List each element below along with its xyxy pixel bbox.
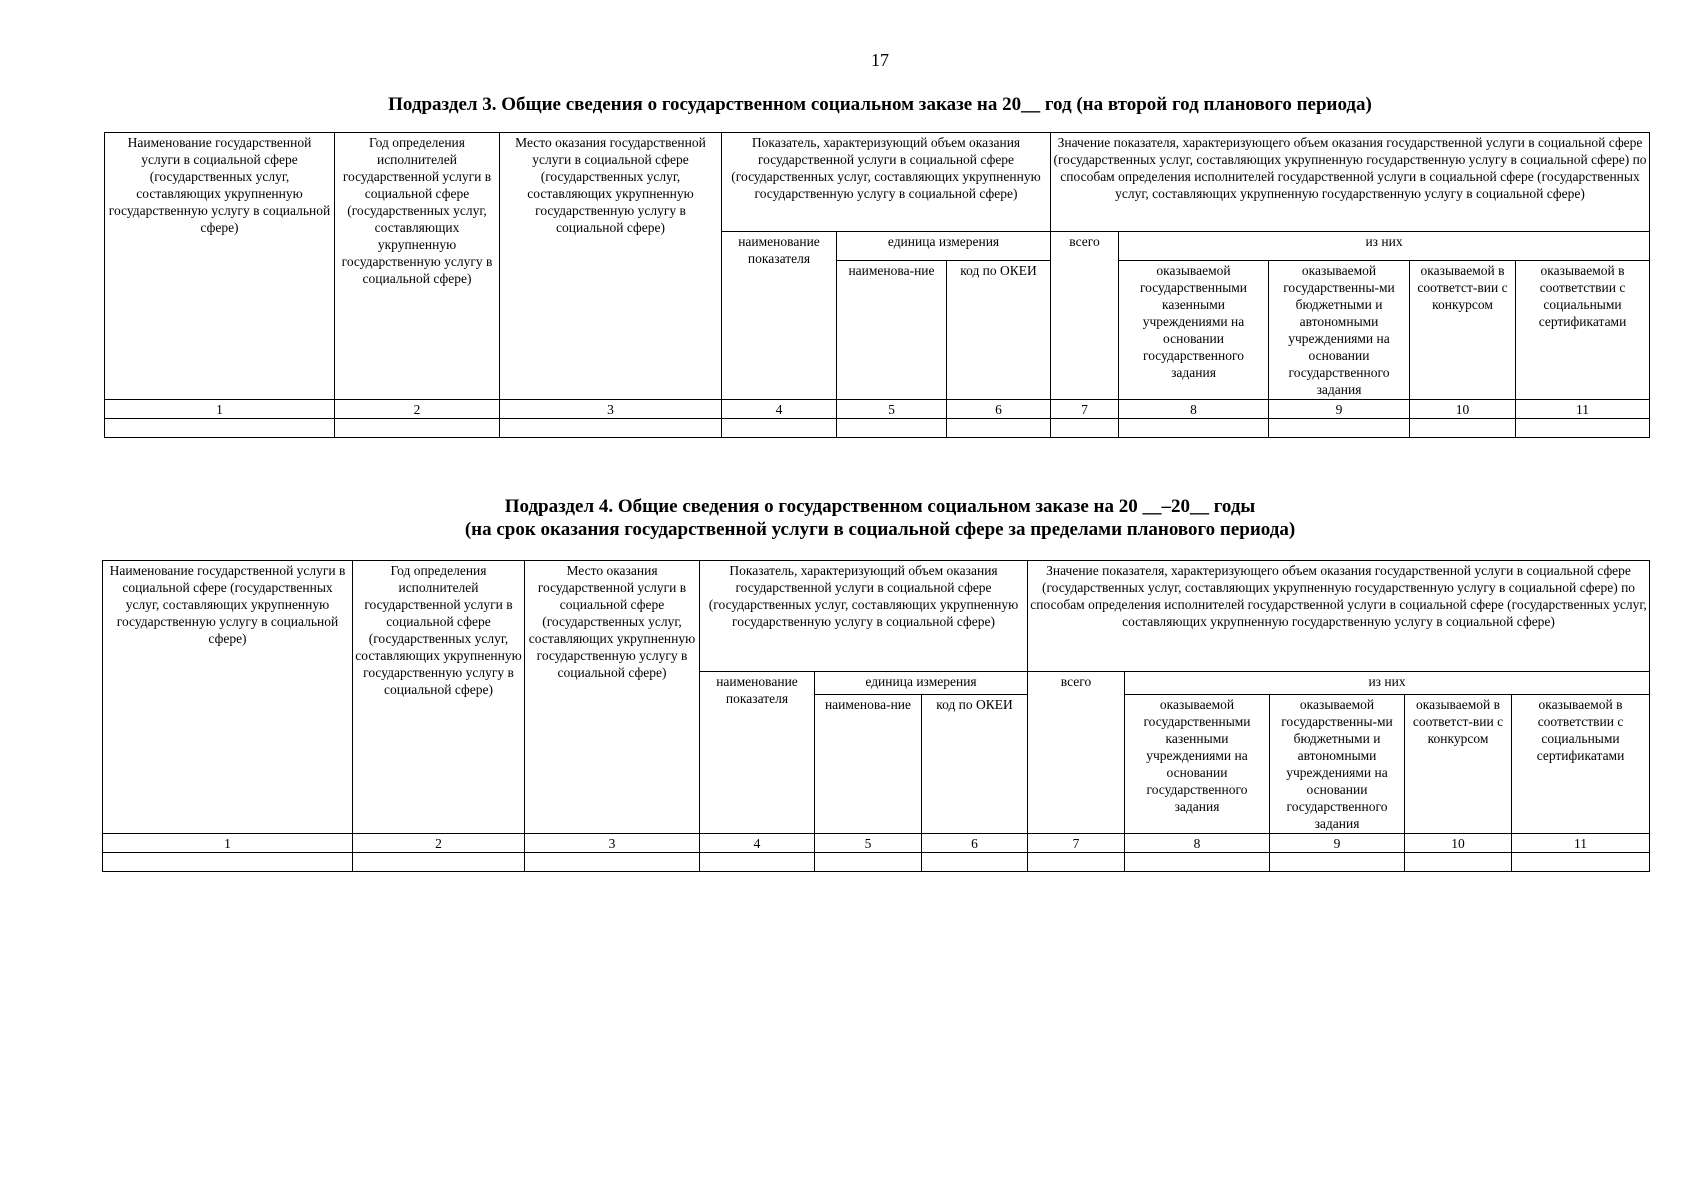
header-service-name: Наименование государственной услуги в социальной сфере (государственных услуг, составляющих укрупненную государственную услугу в социальной сфере) [103, 561, 353, 834]
empty-cell [1405, 853, 1512, 872]
column-number: 4 [700, 834, 815, 853]
header-col-11: оказываемой в соответствии с социальными сертификатами [1512, 695, 1650, 834]
header-year: Год определения исполнителей государственной услуги в социальной сфере (государственных услуг, составляющих укрупненную государственную услугу в социальной сфере) [353, 561, 525, 834]
header-indicator-name: наименование показателя [722, 232, 837, 400]
header-value: Значение показателя, характеризующего объем оказания государственной услуги в социальной сфере (государственных услуг, составляющих укрупненную государственную услугу в социальной сфере) по способам определения исполнителей государственной услуги в социальной сфере (государственных услуг, составляющих укрупненную государственную услугу в социальной сфере) [1028, 561, 1650, 672]
column-number: 6 [922, 834, 1028, 853]
column-number: 2 [353, 834, 525, 853]
section-4-title-line-1: Подраздел 4. Общие сведения о государственном социальном заказе на 20 __–20__ годы [504, 496, 1256, 517]
empty-cell [1125, 853, 1270, 872]
column-number: 4 [722, 400, 837, 419]
header-indicator-name: наименование показателя [700, 672, 815, 834]
empty-data-row [105, 419, 1650, 438]
header-unit-name: наименова-ние [815, 695, 922, 834]
header-of-which: из них [1125, 672, 1650, 695]
empty-cell [353, 853, 525, 872]
header-total: всего [1051, 232, 1119, 400]
header-col-11: оказываемой в соответствии с социальными сертификатами [1516, 261, 1650, 400]
column-number: 8 [1125, 834, 1270, 853]
header-unit-name: наименова-ние [837, 261, 947, 400]
header-place: Место оказания государственной услуги в социальной сфере (государственных услуг, составляющих укрупненную государственную услугу в социальной сфере) [525, 561, 700, 834]
header-value: Значение показателя, характеризующего объем оказания государственной услуги в социальной сфере (государственных услуг, составляющих укрупненную государственную услугу в социальной сфере) по способам определения исполнителей государственной услуги в социальной сфере (государственных услуг, составляющих укрупненную государственную услугу в социальной сфере) [1051, 133, 1650, 232]
header-indicator: Показатель, характеризующий объем оказания государственной услуги в социальной сфере (государственных услуг, составляющих укрупненную государственную услугу в социальной сфере) [722, 133, 1051, 232]
empty-cell [815, 853, 922, 872]
empty-cell [105, 419, 335, 438]
empty-cell [1119, 419, 1269, 438]
header-service-name: Наименование государственной услуги в социальной сфере (государственных услуг, составляющих укрупненную государственную услугу в социальной сфере) [105, 133, 335, 400]
header-row [103, 561, 1650, 672]
header-col-10: оказываемой в соответст-вии с конкурсом [1410, 261, 1516, 400]
section-4-table [102, 560, 1650, 872]
header-indicator: Показатель, характеризующий объем оказания государственной услуги в социальной сфере (государственных услуг, составляющих укрупненную государственную услугу в социальной сфере) [700, 561, 1028, 672]
empty-cell [1512, 853, 1650, 872]
empty-cell [1269, 419, 1410, 438]
column-number: 11 [1516, 400, 1650, 419]
header-row [105, 133, 1650, 232]
header-col-9: оказываемой государственны-ми бюджетными и автономными учреждениями на основании государственного задания [1270, 695, 1405, 834]
header-col-8: оказываемой государственными казенными учреждениями на основании государственного задания [1119, 261, 1269, 400]
column-number: 8 [1119, 400, 1269, 419]
empty-data-row [103, 853, 1650, 872]
header-unit-code: код по ОКЕИ [922, 695, 1028, 834]
empty-cell [700, 853, 815, 872]
empty-cell [1410, 419, 1516, 438]
column-number: 3 [500, 400, 722, 419]
column-number: 9 [1269, 400, 1410, 419]
section-3-title: Подраздел 3. Общие сведения о государственном социальном заказе на 20__ год (на второй год планового периода) [388, 94, 1372, 115]
header-unit: единица измерения [837, 232, 1051, 261]
empty-cell [335, 419, 500, 438]
empty-cell [1028, 853, 1125, 872]
empty-cell [1270, 853, 1405, 872]
header-unit-code: код по ОКЕИ [947, 261, 1051, 400]
column-number: 3 [525, 834, 700, 853]
empty-cell [922, 853, 1028, 872]
empty-cell [1051, 419, 1119, 438]
column-number: 9 [1270, 834, 1405, 853]
column-number: 7 [1028, 834, 1125, 853]
column-number: 1 [103, 834, 353, 853]
column-number: 5 [837, 400, 947, 419]
header-col-8: оказываемой государственными казенными учреждениями на основании государственного задания [1125, 695, 1270, 834]
section-4-title-line-2: (на срок оказания государственной услуги в социальной сфере за пределами планового периода) [464, 519, 1296, 540]
header-total: всего [1028, 672, 1125, 834]
empty-cell [947, 419, 1051, 438]
column-number-row [105, 400, 1650, 419]
column-number: 11 [1512, 834, 1650, 853]
column-number: 2 [335, 400, 500, 419]
header-year: Год определения исполнителей государственной услуги в социальной сфере (государственных услуг, составляющих укрупненную государственную услугу в социальной сфере) [335, 133, 500, 400]
empty-cell [722, 419, 837, 438]
empty-cell [103, 853, 353, 872]
empty-cell [1516, 419, 1650, 438]
column-number-row [103, 834, 1650, 853]
column-number: 7 [1051, 400, 1119, 419]
page-number: 17 [871, 50, 889, 70]
column-number: 6 [947, 400, 1051, 419]
column-number: 5 [815, 834, 922, 853]
section-3-table [104, 132, 1650, 438]
header-unit: единица измерения [815, 672, 1028, 695]
header-of-which: из них [1119, 232, 1650, 261]
section-4-title [0, 495, 1699, 541]
header-col-9: оказываемой государственны-ми бюджетными и автономными учреждениями на основании государственного задания [1269, 261, 1410, 400]
empty-cell [837, 419, 947, 438]
empty-cell [500, 419, 722, 438]
empty-cell [525, 853, 700, 872]
column-number: 10 [1405, 834, 1512, 853]
header-place: Место оказания государственной услуги в социальной сфере (государственных услуг, составляющих укрупненную государственную услугу в социальной сфере) [500, 133, 722, 400]
header-col-10: оказываемой в соответст-вии с конкурсом [1405, 695, 1512, 834]
column-number: 1 [105, 400, 335, 419]
column-number: 10 [1410, 400, 1516, 419]
